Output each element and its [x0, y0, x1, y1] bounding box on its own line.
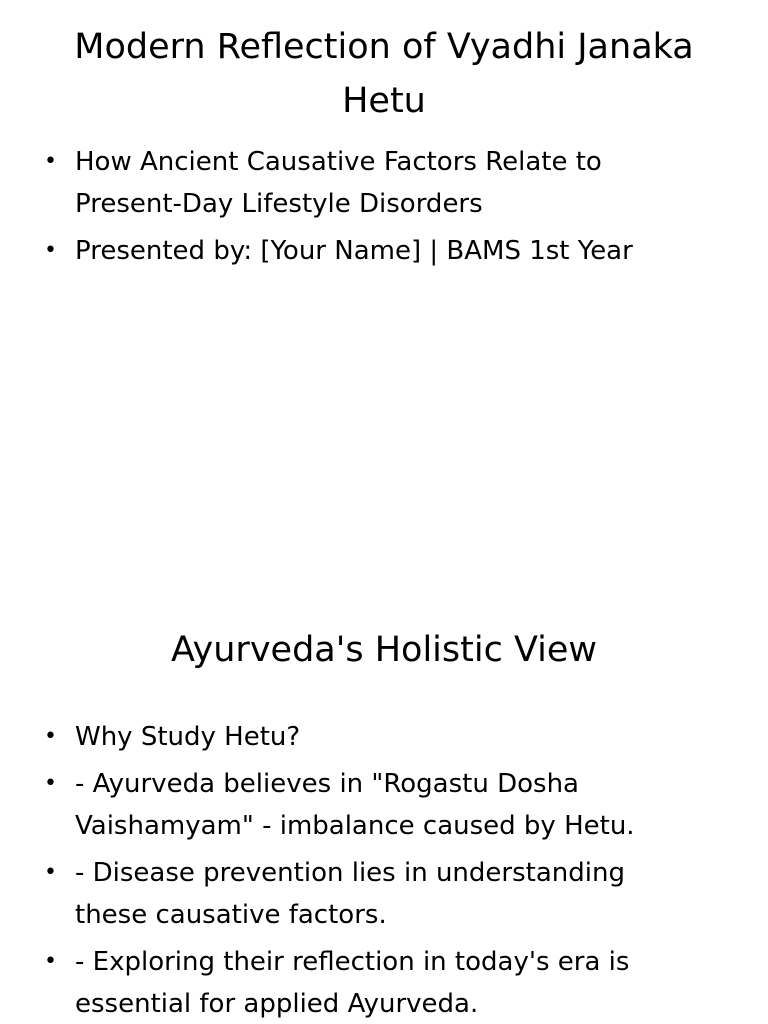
bullet-item — [44, 141, 704, 225]
bullet-item — [44, 716, 704, 758]
bullet-icon: • — [44, 149, 57, 174]
bullet-item — [44, 230, 704, 272]
bullet-icon: • — [44, 949, 57, 974]
bullet-list — [44, 141, 704, 277]
bullet-text: - Ayurveda believes in "Rogastu Dosha Vaishamyam" - imbalance caused by Hetu. — [75, 769, 635, 841]
bullet-item — [44, 852, 704, 936]
bullet-text: - Disease prevention lies in understanding these causative factors. — [75, 858, 625, 930]
bullet-icon: • — [44, 724, 57, 749]
bullet-text: How Ancient Causative Factors Relate to Present-Day Lifestyle Disorders — [75, 147, 602, 219]
bullet-icon: • — [44, 771, 57, 796]
slide-title: Ayurveda's Holistic View — [170, 630, 598, 670]
bullet-text: Why Study Hetu? — [75, 722, 301, 752]
slide-title: Modern Reflection of Vyadhi Janaka Hetu — [74, 27, 694, 121]
slide-2 — [0, 600, 768, 1024]
bullet-list — [44, 716, 704, 1024]
bullet-item — [44, 941, 704, 1024]
bullet-icon: • — [44, 238, 57, 263]
bullet-text: Presented by: [Your Name] | BAMS 1st Year — [75, 236, 633, 266]
bullet-icon: • — [44, 860, 57, 885]
bullet-text: - Exploring their reflection in today's era is essential for applied Ayurveda. — [75, 947, 630, 1019]
bullet-item — [44, 763, 704, 847]
